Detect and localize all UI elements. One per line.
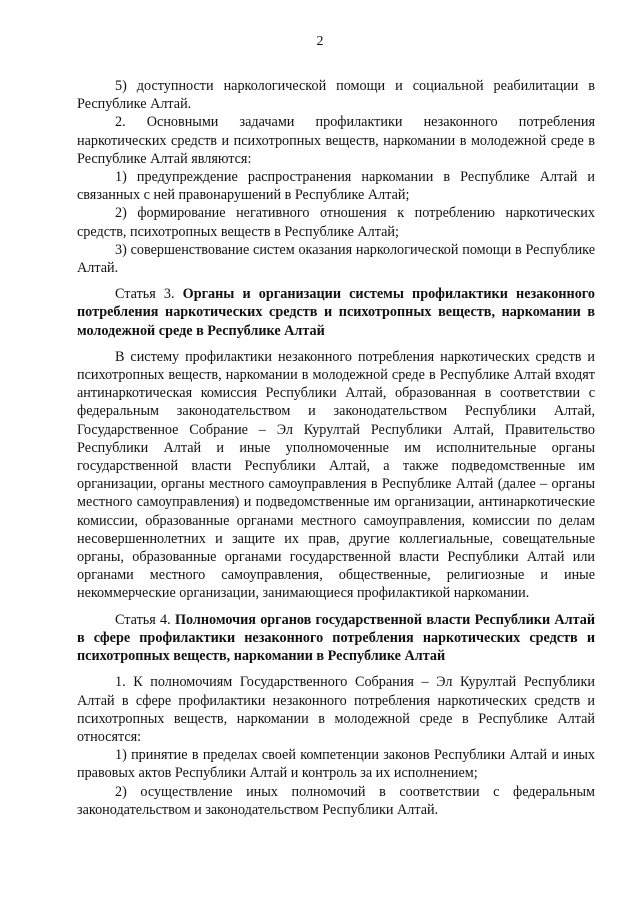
paragraph: 1) принятие в пределах своей компетенции законов Республики Алтай и иных правовых актов Республики Алтай и контроль за их исполнением; xyxy=(77,747,595,782)
page-number: 2 xyxy=(316,34,324,49)
paragraph: 3) совершенствование систем оказания наркологической помощи в Республике Алтай. xyxy=(77,241,595,277)
article-3-prefix: Статья 3. xyxy=(115,286,183,303)
paragraph: 1) предупреждение распространения наркомании в Республике Алтай и связанных с ней правонарушений в Республике Алтай; xyxy=(77,169,595,204)
article-4-title: Полномочия органов государственной власти Республики Алтай в сфере профилактики незаконного потребления наркотических средств и психотропных веществ, наркомании в Республике Алтай xyxy=(77,611,596,665)
article-3-heading xyxy=(77,285,595,340)
paragraph: 1. К полномочиям Государственного Собрания – Эл Курултай Республики Алтай в сфере профилактики незаконного потребления наркотических средств и психотропных веществ, наркомании в молодежной среде в Республике Алтай относятся: xyxy=(77,674,595,745)
article-4-prefix: Статья 4. xyxy=(115,611,175,628)
article-4-heading xyxy=(77,611,595,666)
paragraph: 2) формирование негативного отношения к потреблению наркотических средств, психотропных веществ в Республике Алтай; xyxy=(77,205,595,240)
article-3-text: В систему профилактики незаконного потребления наркотических средств и психотропных веществ, наркомании в молодежной среде в Республике Алтай входят антинаркотическая комиссия Республики Алтай, образованная в соответствии с федеральным законодательством и законодательством Республики Алтай, Государственное Собрание – Эл Курултай Республики Алтай, Правительство Республики Алтай и иные уполномоченные им исполнительные органы государственной власти Республики Алтай, а также подведомственные им организации, органы местного самоуправления в Республике Алтай (далее – органы местного самоуправления) и подведомственные им организации, антинаркотические комиссии, образованные органами местного самоуправления, комиссии по делам несовершеннолетних и защите их прав, другие коллегиальные, совещательные органы, образованные органами государственной власти Республики Алтай или органами местного самоуправления, общественные, религиозные и иные некоммерческие организации, занимающиеся профилактикой наркомании. xyxy=(77,348,595,602)
article-3-title: Органы и организации системы профилактики незаконного потребления наркотических средств и психотропных веществ, наркомании в молодежной среде в Республике Алтай xyxy=(77,286,595,339)
paragraph: 2) осуществление иных полномочий в соответствии с федеральным законодательством и законодательством Республики Алтай. xyxy=(77,783,595,818)
document-body xyxy=(77,77,595,819)
paragraph: 5) доступности наркологической помощи и социальной реабилитации в Республике Алтай. xyxy=(77,78,595,113)
paragraph: 2. Основными задачами профилактики незаконного потребления наркотических средств и психотропных веществ, наркомании в молодежной среде в Республике Алтай являются: xyxy=(77,114,595,167)
